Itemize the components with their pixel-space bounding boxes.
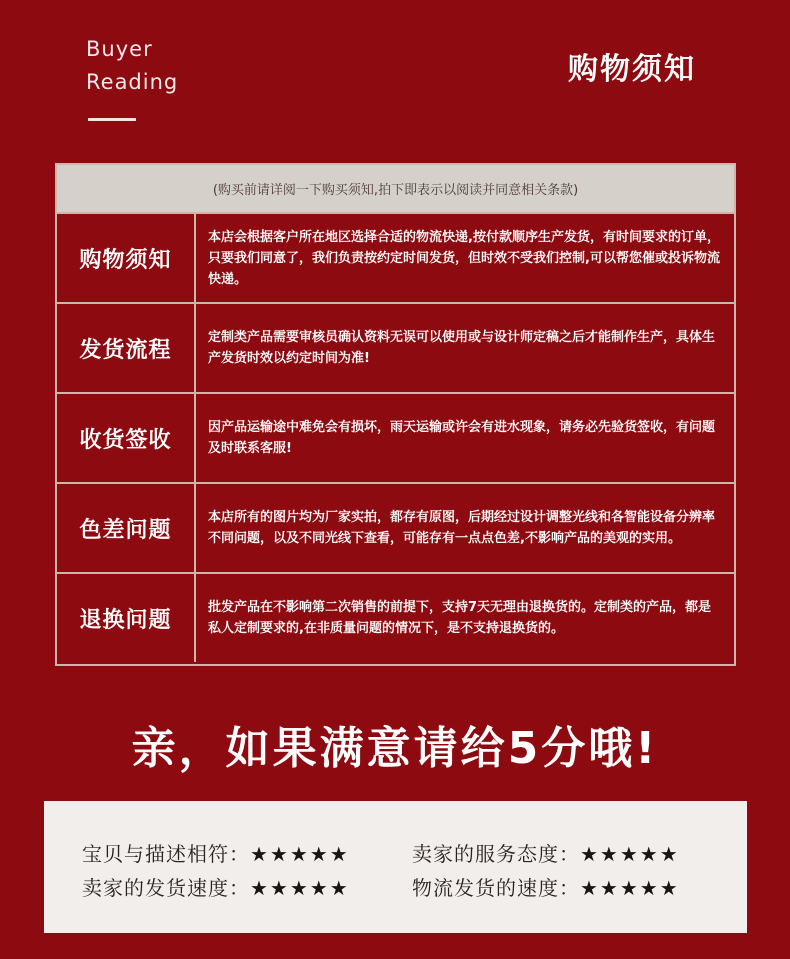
notice-table <box>55 163 736 666</box>
rating-label: 卖家的发货速度： <box>82 876 250 900</box>
star-rating: ★★★★★ <box>580 842 680 866</box>
notice-row-receipt <box>57 394 734 484</box>
brand-line-1: Buyer <box>86 37 153 61</box>
rating-box <box>44 801 747 933</box>
rating-service-attitude <box>412 838 680 867</box>
star-rating: ★★★★★ <box>250 876 350 900</box>
notice-row-shopping <box>57 214 734 304</box>
row-text: 定制类产品需要审核员确认资料无误可以使用或与设计师定稿之后才能制作生产，具体生产发货时效以约定时间为准! <box>208 330 716 366</box>
notice-row-shipping <box>57 304 734 394</box>
brand-line-2: Reading <box>86 70 179 94</box>
row-label: 收货签收 <box>57 394 196 482</box>
rating-label: 物流发货的速度： <box>412 876 580 900</box>
row-text: 批发产品在不影响第二次销售的前提下，支持7天无理由退换货的。定制类的产品，都是私人定制要求的,在非质量问题的情况下，是不支持退换货的。 <box>208 600 712 636</box>
rating-label: 卖家的服务态度： <box>412 842 580 866</box>
brand-english-title <box>86 33 178 99</box>
star-rating: ★★★★★ <box>580 876 680 900</box>
row-label: 发货流程 <box>57 304 196 392</box>
notice-table-header: (购买前请详阅一下购买须知,拍下即表示以阅读并同意相关条款) <box>57 165 734 214</box>
brand-underline <box>88 118 136 121</box>
rating-logistics-speed <box>412 872 680 901</box>
notice-row-returns <box>57 574 734 662</box>
star-rating: ★★★★★ <box>250 842 350 866</box>
row-label: 退换问题 <box>57 574 196 662</box>
rating-description-match <box>82 838 350 867</box>
row-label: 购物须知 <box>57 214 196 302</box>
slogan: 亲，如果满意请给5分哦! <box>131 723 659 774</box>
row-text: 因产品运输途中难免会有损坏，雨天运输或许会有进水现象，请务必先验货签收，有问题及时联系客服! <box>208 420 716 456</box>
row-label: 色差问题 <box>57 484 196 572</box>
page-title: 购物须知 <box>568 52 696 87</box>
rating-label: 宝贝与描述相符： <box>82 842 250 866</box>
rating-shipping-speed <box>82 872 350 901</box>
notice-row-color <box>57 484 734 574</box>
row-text: 本店所有的图片均为厂家实拍，都存有原图，后期经过设计调整光线和各智能设备分辨率不同问题，以及不同光线下查看，可能存有一点点色差,不影响产品的美观的实用。 <box>208 510 716 546</box>
row-text: 本店会根据客户所在地区选择合适的物流快递,按付款顺序生产发货，有时间要求的订单，只要我们同意了，我们负责按约定时间发货，但时效不受我们控制,可以帮您催或投诉物流快递。 <box>208 229 720 287</box>
